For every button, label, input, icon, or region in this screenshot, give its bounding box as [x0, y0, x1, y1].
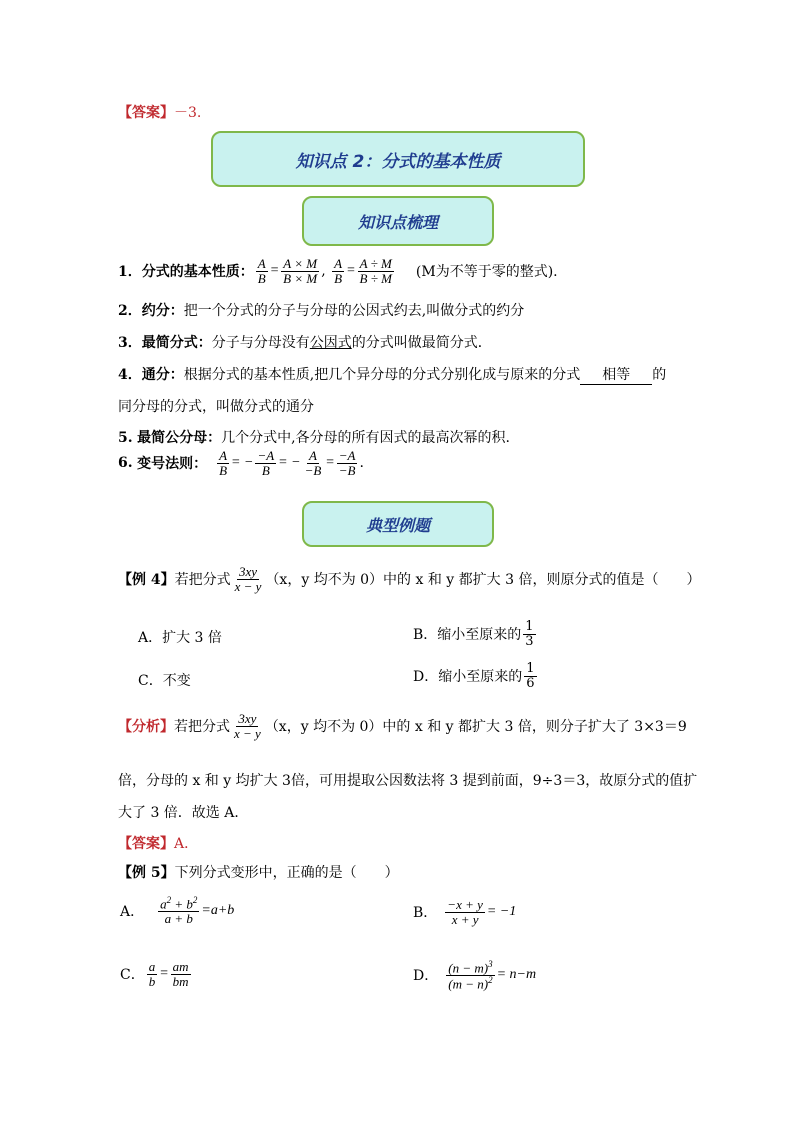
item-text: 把一个分式的分子与分母的公因式约去,叫做分式的约分: [183, 303, 525, 319]
example-text: 若把分式: [174, 572, 231, 589]
ex5-option-d: D． $\frac{(n - m)^3}{(m - n)^2}$ = n−m: [413, 959, 537, 992]
fraction: $\frac{1}{6}$: [526, 661, 535, 691]
item-title: 约分：: [141, 303, 184, 319]
item-text: 几个分式中,各分母的所有因式的最高次幂的积.: [221, 430, 510, 446]
item-title: 通分：: [141, 367, 184, 383]
fraction: $\frac{(n - m)^3}{(m - n)^2}$: [448, 959, 493, 992]
ex5-option-a: A． $\frac{a^2 + b^2}{a + b}$ =a+b: [120, 895, 235, 926]
option-label: C．: [120, 967, 145, 984]
fraction: $\frac{1}{3}$: [525, 619, 534, 649]
ex4-option-c: [138, 670, 191, 690]
example-text: （x，y 均不为 0）中的 x 和 y 都扩大 3 倍，则原分式的值是（ ）: [265, 572, 701, 589]
item-text: 的分式叫做最简分式．: [351, 335, 492, 351]
example-5-stem: [118, 862, 399, 882]
item-title: 分式的基本性质：: [141, 264, 254, 281]
section-examples-box: [302, 501, 494, 547]
item-4: [118, 364, 666, 385]
section-review-box: [302, 196, 494, 246]
analysis-line-1: [118, 712, 687, 740]
example-4-stem: [118, 565, 700, 593]
fraction: $\frac{am}{bm}$: [172, 959, 189, 989]
item-text: 根据分式的基本性质,把几个异分母的分式分别化成与原来的分式: [183, 367, 581, 383]
kp2-title: 知识点 2：分式的基本性质: [295, 151, 501, 172]
answer-line-2: [118, 833, 198, 853]
fraction: $\frac{a}{b}$: [148, 959, 156, 989]
option-label: B．: [413, 905, 438, 922]
answer-value: －3.: [174, 105, 202, 121]
item-4-cont: [118, 396, 314, 416]
item-text-underlined: 公因式: [309, 335, 352, 351]
fraction: $\frac{A \times M}{B \times M}$: [283, 256, 318, 286]
analysis-text: 倍，分母的 x 和 y 均扩大 3倍，可用提取公因数法将 3 提到前面，9÷3＝3，故原分式的值扩: [118, 773, 698, 789]
item-text: 同分母的分式，叫做分式的通分: [118, 399, 314, 415]
answer-label: 【答案】: [118, 105, 174, 121]
fraction: $\frac{A}{B}$: [219, 448, 228, 478]
item-2: [118, 300, 524, 320]
analysis-text: 若把分式: [174, 719, 230, 736]
kp2-title-box: [211, 131, 585, 187]
fraction: $\frac{3xy}{x - y}$: [234, 711, 261, 741]
ex4-option-a: [138, 627, 222, 647]
option-text: B．缩小至原来的: [413, 627, 522, 644]
item-num: 3．: [118, 335, 142, 351]
item-title: 最简分式：: [141, 335, 212, 351]
fraction: $\frac{A}{B}$: [257, 256, 266, 286]
section-examples-title: 典型例题: [365, 515, 430, 535]
fraction: $\frac{3xy}{x - y}$: [234, 564, 262, 594]
example-text: 下列分式变形中，正确的是（ ）: [174, 865, 399, 881]
item-note: (M为不等于零的整式).: [415, 264, 558, 281]
ex4-option-b: [413, 620, 538, 648]
option-text: D．缩小至原来的: [413, 669, 523, 686]
example-label: 【例 5】: [118, 865, 175, 881]
item-3: [118, 332, 492, 352]
fraction: $\frac{-A}{B}$: [257, 448, 275, 478]
fill-blank: 相等: [580, 364, 652, 385]
option-text: C．不变: [138, 673, 191, 689]
fraction: $\frac{A}{-B}$: [304, 448, 322, 478]
ex5-option-c: C． $\frac{a}{b}$ = $\frac{am}{bm}$: [120, 959, 189, 989]
item-6: 6. 变号法则： $\frac{A}{B}$ = − $\frac{-A}{B}$ = − $\frac{A}{-B}$ = $\frac{-A}{-B}$ .: [118, 448, 364, 478]
item-num: 5.: [118, 430, 133, 446]
analysis-line-3: [118, 802, 248, 822]
fraction: $\frac{-A}{-B}$: [338, 448, 356, 478]
analysis-label: 【分析】: [118, 719, 174, 736]
option-text: A．扩大 3 倍: [138, 630, 222, 646]
ex4-option-d: [413, 662, 539, 690]
item-num: 2．: [118, 303, 142, 319]
answer-value: A．: [174, 836, 199, 852]
fraction: $\frac{A \div M}{B \div M}$: [359, 256, 392, 286]
ex5-option-b: B． $\frac{-x + y}{x + y}$ = −1: [413, 897, 517, 927]
fraction: $\frac{-x + y}{x + y}$: [447, 897, 483, 927]
item-num: 6.: [118, 455, 133, 472]
answer-label: 【答案】: [118, 836, 174, 852]
analysis-text: （x，y 均不为 0）中的 x 和 y 都扩大 3 倍，则分子扩大了 3×3＝9: [264, 719, 687, 736]
item-num: 4．: [118, 367, 142, 383]
example-label: 【例 4】: [118, 572, 175, 589]
analysis-line-2: [118, 770, 697, 790]
item-title: 变号法则：: [137, 456, 208, 473]
item-1: 1． 分式的基本性质： $\frac{A}{B}$ = $\frac{A \times M}{B \times M}$ , $\frac{A}{B}$ = $\frac{A \div M}{B \div M}$ (M为不等于零的整式).: [118, 256, 558, 286]
item-title: 最简公分母：: [137, 430, 222, 446]
item-5: [118, 427, 510, 447]
fraction: $\frac{a^2 + b^2}{a + b}$: [160, 895, 198, 926]
analysis-text: 大了 3 倍．故选 A．: [118, 805, 249, 821]
option-label: D．: [413, 968, 439, 985]
item-num: 1．: [118, 264, 142, 281]
item-text: 的: [652, 367, 667, 383]
answer-line-1: [118, 102, 201, 122]
fraction: $\frac{A}{B}$: [334, 256, 343, 286]
option-label: A．: [120, 903, 145, 920]
item-text: 分子与分母没有: [211, 335, 310, 351]
section-review-title: 知识点梳理: [357, 212, 438, 232]
